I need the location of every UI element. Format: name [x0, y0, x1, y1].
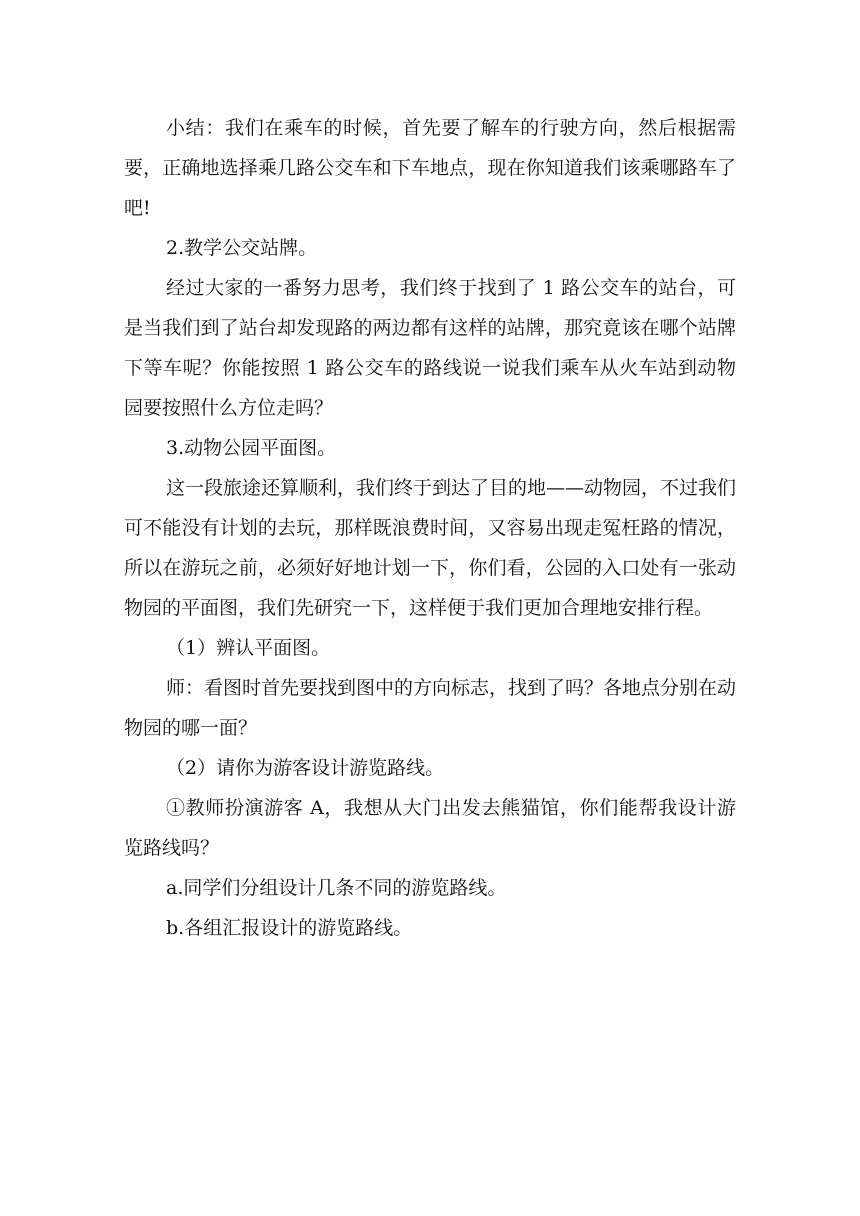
subheading-design-route: （2）请你为游客设计游览路线。: [166, 757, 445, 779]
list-item-a: a.同学们分组设计几条不同的游览路线。: [166, 877, 507, 899]
heading-zoo-map: 3.动物公园平面图。: [166, 437, 337, 459]
paragraph-summary: 小结：我们在乘车的时候，首先要了解车的行驶方向，然后根据需要，正确地选择乘几路公交车和下车地点，现在你知道我们该乘哪路车了吧!: [124, 117, 736, 219]
subheading-identify-map: （1）辨认平面图。: [166, 637, 331, 659]
paragraph-zoo-arrival: 这一段旅途还算顺利，我们终于到达了目的地——动物园，不过我们可不能没有计划的去玩，那样既浪费时间，又容易出现走冤枉路的情况，所以在游玩之前，必须好好地计划一下，你们看，公园的入口处有一张动物园的平面图，我们先研究一下，这样便于我们更加合理地安排行程。: [124, 477, 737, 619]
paragraph-teacher-role: ①教师扮演游客 A，我想从大门出发去熊猫馆，你们能帮我设计游览路线吗？: [124, 797, 736, 859]
paragraph-bus-stop: 经过大家的一番努力思考，我们终于找到了 1 路公交车的站台，可是当我们到了站台却发现路的两边都有这样的站牌，那究竟该在哪个站牌下等车呢？你能按照 1 路公交车的路线说一说我们乘车从火车站到动物园要按照什么方位走吗？: [124, 277, 736, 419]
document-body: [124, 108, 736, 948]
paragraph-teacher-question: 师：看图时首先要找到图中的方向标志，找到了吗？各地点分别在动物园的哪一面？: [124, 677, 737, 739]
list-item-b: b.各组汇报设计的游览路线。: [166, 917, 413, 939]
heading-bus-sign: 2.教学公交站牌。: [166, 237, 318, 259]
